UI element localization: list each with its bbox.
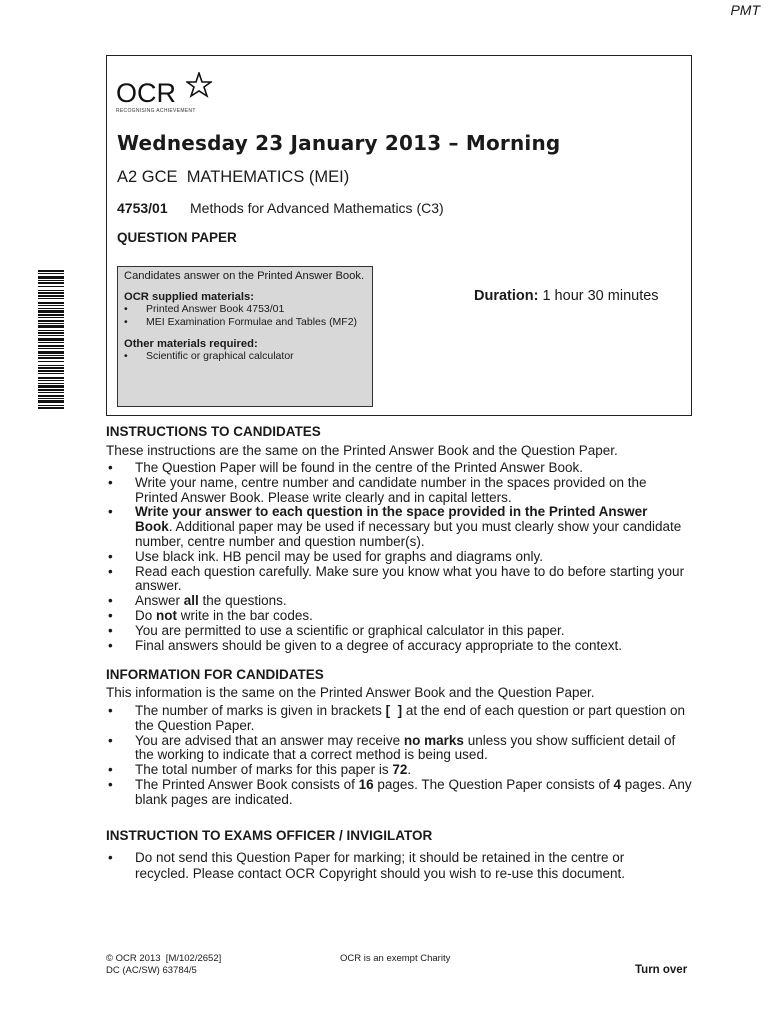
duration-value: 1 hour 30 minutes	[542, 288, 659, 304]
list-item: • Do not send this Question Paper for marking; it should be retained in the centre or recycled. Please contact OCR Copyright should you wish to re-use this document.	[106, 850, 666, 882]
turn-over-label: Turn over	[635, 964, 688, 976]
list-item: • The Question Paper will be found in the centre of the Printed Answer Book.	[106, 461, 686, 476]
officer-list	[106, 850, 666, 882]
paper-type: QUESTION PAPER	[117, 230, 237, 245]
unit-code: 4753/01	[117, 200, 168, 216]
list-item: • Write your name, centre number and candidate number in the spaces provided on the Printed Answer Book. Please write clearly and in capital letters.	[106, 476, 686, 506]
supplied-heading: OCR supplied materials:	[124, 291, 254, 303]
list-item: • Printed Answer Book 4753/01	[124, 303, 366, 316]
duration-label: Duration:	[474, 288, 539, 304]
list-item: • MEI Examination Formulae and Tables (MF2)	[124, 316, 366, 329]
instructions-intro: These instructions are the same on the Printed Answer Book and the Question Paper.	[106, 443, 618, 458]
exam-date: Wednesday 23 January 2013 – Morning	[117, 131, 561, 155]
copyright-text: © OCR 2013 [M/102/2652]	[106, 953, 222, 964]
list-item: • The total number of marks for this paper is 72.	[106, 763, 696, 778]
list-item: • The Printed Answer Book consists of 16 pages. The Question Paper consists of 4 pages. Any blank pages are indicated.	[106, 778, 696, 808]
document-code: DC (AC/SW) 63784/5	[106, 965, 197, 976]
materials-intro: Candidates answer on the Printed Answer Book.	[124, 270, 365, 282]
ocr-logo	[116, 72, 226, 116]
list-item: • You are advised that an answer may receive no marks unless you show sufficient detail of the working to indicate that a correct method is being used.	[106, 734, 696, 764]
list-item: • Write your answer to each question in the space provided in the Printed Answer Book. Additional paper may be used if necessary but you must clearly show your candidate number, centre number and question number(s).	[106, 505, 686, 549]
information-list	[106, 704, 696, 808]
star-icon	[186, 72, 212, 98]
unit-title: Methods for Advanced Mathematics (C3)	[190, 200, 444, 216]
supplied-list	[124, 303, 366, 329]
list-item: • You are permitted to use a scientific or graphical calculator in this paper.	[106, 624, 686, 639]
list-item: • The number of marks is given in brackets [ ] at the end of each question or part question on the Question Paper.	[106, 704, 696, 734]
logo-text: OCR	[116, 78, 176, 108]
officer-heading: INSTRUCTION TO EXAMS OFFICER / INVIGILATOR	[106, 828, 433, 843]
information-heading: INFORMATION FOR CANDIDATES	[106, 667, 324, 682]
materials-box	[117, 266, 373, 407]
list-item: • Do not write in the bar codes.	[106, 609, 686, 624]
corner-mark: PMT	[730, 2, 760, 18]
other-heading: Other materials required:	[124, 338, 258, 350]
list-item: • Scientific or graphical calculator	[124, 350, 366, 363]
instructions-heading: INSTRUCTIONS TO CANDIDATES	[106, 424, 321, 439]
other-list	[124, 350, 366, 363]
list-item: • Read each question carefully. Make sure you know what you have to do before starting your answer.	[106, 565, 686, 595]
information-intro: This information is the same on the Printed Answer Book and the Question Paper.	[106, 685, 595, 700]
duration	[474, 288, 659, 304]
instructions-list	[106, 461, 686, 653]
list-item: • Final answers should be given to a degree of accuracy appropriate to the context.	[106, 639, 686, 654]
qualification-title: A2 GCE MATHEMATICS (MEI)	[117, 168, 350, 186]
footer-copyright	[106, 953, 221, 977]
barcode-icon	[28, 270, 64, 412]
list-item: • Use black ink. HB pencil may be used for graphs and diagrams only.	[106, 550, 686, 565]
list-item: • Answer all the questions.	[106, 594, 686, 609]
logo-tagline: RECOGNISING ACHIEVEMENT	[116, 108, 196, 114]
charity-note: OCR is an exempt Charity	[340, 953, 451, 964]
